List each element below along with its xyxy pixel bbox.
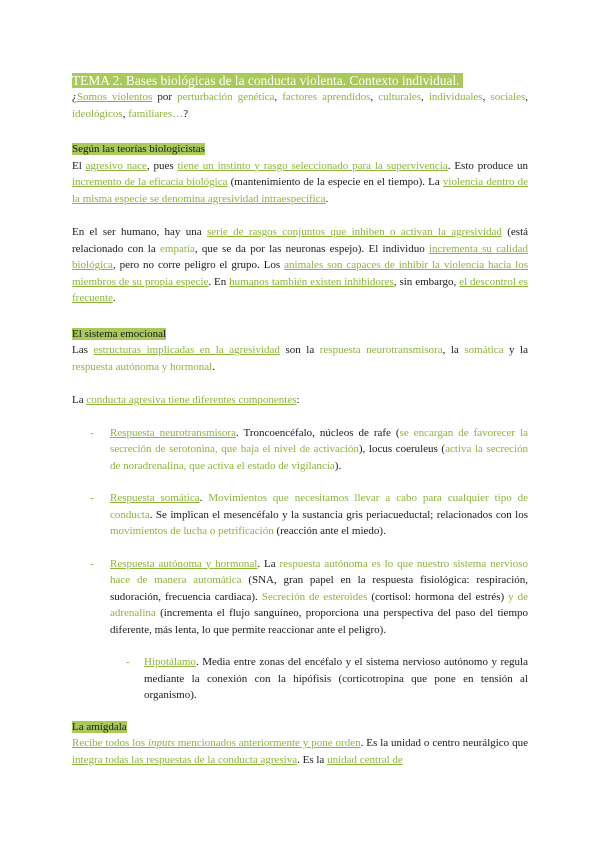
text-run: mencionados anteriormente y pone orden [174, 737, 361, 749]
text-run: . Se implican el mesencéfalo y la sustancia gris periacueductal; relacionados con los [149, 508, 528, 521]
text-run: agresivo nace [85, 159, 147, 172]
text-run: . Esto produce un [447, 159, 529, 172]
text-run: . [112, 292, 116, 304]
text-run: El [72, 159, 86, 172]
text-run: , [420, 91, 429, 103]
text-run: , pero no corre peligro el grupo. Los [112, 259, 285, 271]
text-run: Recibe todos los [72, 737, 148, 749]
text-run: Respuesta autónoma y hormonal [110, 557, 258, 570]
text-run: violencia dentro de la misma especie se denomina agresividad intraespecífica [72, 176, 528, 205]
text-run: (cortisol: hormona del estrés) [367, 590, 509, 603]
text-run: culturales [378, 91, 421, 103]
section-heading-teorias [72, 141, 528, 158]
text-run: respuesta neurotransmisora [319, 344, 443, 356]
text-run: incrementa su calidad biológica [72, 242, 528, 271]
text-run: Movimientos que necesitamos llevar a cabo para cualquier tipo de conducta [110, 492, 529, 521]
teorias-paragraph-1 [72, 158, 528, 208]
document-page [72, 72, 528, 768]
text-run: (reacción ante el miedo). [273, 525, 386, 537]
text-run: humanos también existen inhibidores [229, 275, 394, 288]
text-run: (mantenimiento de la especie en el tiempo). La [227, 176, 443, 188]
text-run: La [72, 394, 87, 406]
text-run: animales son capaces de inhibir la violencia hacia los miembros de su propia especie [72, 259, 528, 288]
text-run: . La [257, 557, 280, 570]
section-heading-emocional-text: El sistema emocional [72, 327, 167, 340]
dash-bullet: - [90, 426, 94, 439]
text-run: En el ser humano, hay una [72, 226, 207, 238]
text-run: (SNA, gran papel en la respuesta fisiológica: respiración, sudoración, frecuencia cardiaca). [110, 574, 528, 603]
text-run: , [274, 91, 283, 103]
text-run: conducta agresiva tiene diferentes componentes [86, 394, 297, 406]
text-run: , [525, 91, 528, 103]
text-run: , la [442, 344, 465, 356]
section-heading-amigdala-text: La amígdala [72, 720, 127, 733]
text-run: . [325, 192, 329, 205]
text-run: el descontrol es frecuente [72, 275, 528, 304]
list-item-text [110, 492, 528, 537]
text-run: integra todas las respuestas de la conducta agresiva [72, 753, 298, 766]
emocional-paragraph-1 [72, 342, 528, 375]
text-run: por [152, 91, 178, 103]
text-run: activa la secreción de noradrenalina, que activa el estado de vigilancia [110, 443, 528, 472]
text-run: ), locus coeruleus ( [358, 443, 446, 455]
text-run: respuesta autónoma es lo que nuestro sistema nervioso hace de manera automática [110, 557, 528, 586]
text-run: se encargan de favorecer la secreción de serotonina, que baja el nivel de activación [110, 426, 529, 455]
text-run: (está relacionado con la [72, 226, 529, 255]
text-run: Las [72, 344, 94, 356]
list-item-somatica [72, 490, 528, 540]
text-run: incremento de la eficacia biológica [72, 176, 228, 188]
list-item-text [110, 558, 528, 636]
text-run: empatía [160, 242, 195, 255]
text-run: , [370, 91, 379, 103]
text-run: . Troncoencéfalo, núcleos de rafe ( [235, 426, 400, 439]
text-run: , que se da por las neuronas espejo). El individuo [194, 242, 429, 255]
document-title-text: TEMA 2. Bases biológicas de la conducta violenta. Contexto individual. [72, 73, 463, 88]
text-run: ideológicos [72, 107, 123, 120]
sublist [126, 654, 528, 704]
list-item-autonoma [72, 556, 528, 639]
text-run: Hipotálamo [144, 656, 196, 668]
text-run: : [296, 394, 300, 406]
text-run: son la [279, 344, 320, 356]
text-run: . En [208, 275, 230, 288]
text-run: . [199, 492, 209, 504]
text-run: perturbación genética [177, 91, 275, 103]
amigdala-paragraph-1 [72, 735, 528, 768]
text-run: estructuras implicadas en la agresividad [93, 344, 280, 356]
text-run: . Es la [297, 753, 328, 766]
text-run: ¿ [72, 91, 77, 103]
dash-bullet: - [126, 656, 130, 668]
section-heading-amigdala [72, 719, 528, 736]
text-run: y de adrenalina [110, 590, 528, 619]
text-run: respuesta autónoma y hormonal [72, 360, 213, 373]
emocional-paragraph-2 [72, 392, 528, 409]
text-run: ). [334, 459, 342, 472]
text-run: , pues [146, 159, 178, 172]
text-run: movimientos de lucha o petrificación [110, 525, 274, 537]
text-run: Somos violentos [76, 91, 153, 103]
text-run: . [212, 360, 215, 373]
text-run: tiene un instinto y rasgo seleccionado para la supervivencia [177, 159, 448, 172]
text-run: familiares… [128, 107, 184, 120]
text-run: , [482, 91, 491, 103]
list-item-text [144, 656, 528, 701]
componentes-list [72, 425, 528, 639]
text-run: somática [464, 344, 504, 356]
text-run: (incrementa el flujo sanguíneo, proporciona una perspectiva del paso del tiempo diferente, más lenta, lo que permite reaccionar ante el peligro). [110, 607, 528, 636]
list-item-neurotransmisora [72, 425, 528, 475]
text-run: . Media entre zonas del encéfalo y el sistema nervioso autónomo y regula mediante la conexión con la hipófisis (corticotropina que pone en tensión al organismo). [144, 656, 528, 701]
text-run: Respuesta neurotransmisora [110, 426, 236, 439]
text-run: Respuesta somática [110, 492, 200, 504]
document-title [72, 72, 528, 89]
teorias-paragraph-2 [72, 224, 528, 307]
dash-bullet: - [90, 557, 94, 570]
text-run: inputs [148, 737, 175, 749]
text-run: ? [183, 107, 189, 120]
text-run: y la [503, 344, 528, 356]
text-run: , [122, 107, 129, 120]
text-run: factores aprendidos [282, 91, 371, 103]
section-heading-teorias-text: Según las teorías biologicistas [72, 143, 205, 155]
section-heading-emocional [72, 326, 528, 343]
list-item-text [110, 427, 528, 472]
text-run: , sin embargo, [393, 275, 460, 288]
text-run: Secreción de esteroides [261, 590, 368, 603]
text-run: sociales [490, 91, 526, 103]
list-item-hipotalamo [126, 654, 528, 704]
intro-paragraph [72, 89, 528, 122]
dash-bullet: - [90, 492, 94, 504]
text-run: serie de rasgos conjuntos que inhiben o activan la agresividad [207, 226, 502, 238]
text-run: individuales [428, 91, 483, 103]
text-run: . Es la unidad o centro neurálgico que [360, 737, 528, 749]
text-run: unidad central de [327, 753, 403, 766]
